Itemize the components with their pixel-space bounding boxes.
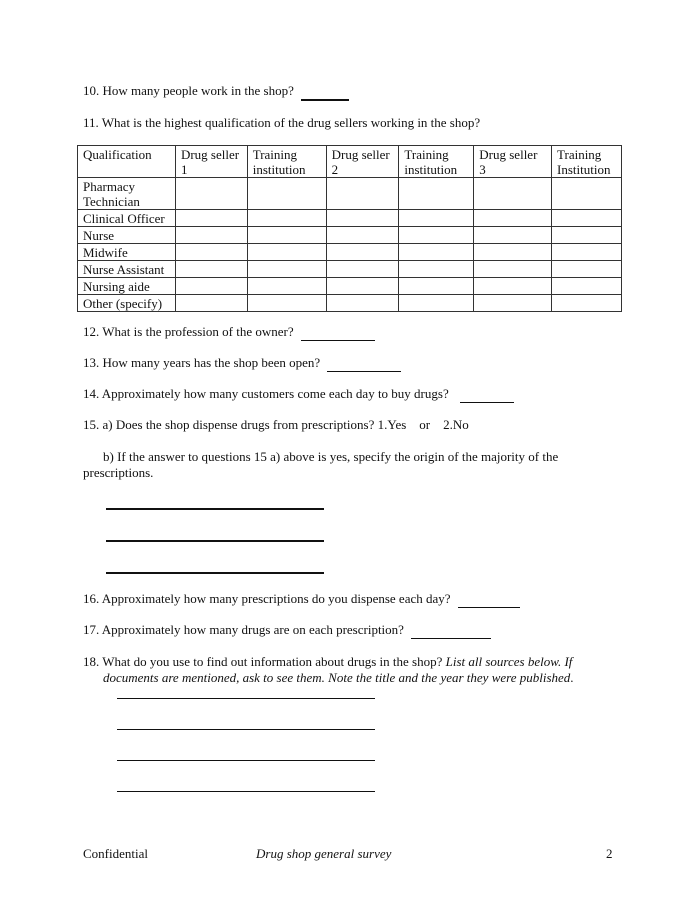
answer-blank-17[interactable]: [411, 622, 491, 639]
question-14-text: 14. Approximately how many customers come each day to buy drugs?: [83, 386, 449, 401]
table-cell[interactable]: [175, 178, 247, 210]
question-10: [83, 83, 349, 101]
table-row: [78, 295, 622, 312]
table-cell[interactable]: [175, 278, 247, 295]
page-number: 2: [606, 846, 613, 861]
table-cell[interactable]: [247, 227, 326, 244]
table-cell[interactable]: [474, 295, 552, 312]
question-15b-line2: prescriptions.: [83, 465, 154, 480]
table-cell[interactable]: [326, 210, 399, 227]
answer-blank-14[interactable]: [460, 386, 514, 403]
table-cell[interactable]: [326, 278, 399, 295]
row-label: Nurse: [78, 227, 176, 244]
table-cell[interactable]: [326, 261, 399, 278]
answer-blank-12[interactable]: [301, 324, 375, 341]
header-cell: Drug seller 2: [326, 146, 399, 178]
table-cell[interactable]: [552, 210, 622, 227]
table-cell[interactable]: [474, 278, 552, 295]
table-cell[interactable]: [175, 210, 247, 227]
question-13: [83, 355, 401, 372]
table-cell[interactable]: [474, 261, 552, 278]
qualification-table: [77, 145, 622, 312]
question-18-text: 18. What do you use to find out information about drugs in the shop?: [83, 654, 443, 669]
table-cell[interactable]: [474, 210, 552, 227]
table-cell[interactable]: [247, 210, 326, 227]
answer-line-15b[interactable]: [106, 508, 324, 510]
table-cell[interactable]: [399, 227, 474, 244]
table-cell[interactable]: [552, 295, 622, 312]
row-label: Pharmacy Technician: [78, 178, 176, 210]
question-14: [83, 386, 514, 403]
table-cell[interactable]: [474, 227, 552, 244]
table-cell[interactable]: [474, 244, 552, 261]
footer-left: Confidential: [83, 846, 148, 861]
question-16: [83, 591, 520, 608]
table-cell[interactable]: [552, 178, 622, 210]
question-17-text: 17. Approximately how many drugs are on each prescription?: [83, 622, 404, 637]
header-cell: Training institution: [399, 146, 474, 178]
table-row: [78, 278, 622, 295]
header-cell: Qualification: [78, 146, 176, 178]
header-cell: Drug seller 1: [175, 146, 247, 178]
table-cell[interactable]: [399, 295, 474, 312]
question-15a: 15. a) Does the shop dispense drugs from prescriptions? 1.Yes or 2.No: [83, 417, 469, 432]
table-cell[interactable]: [175, 244, 247, 261]
header-cell: Training Institution: [552, 146, 622, 178]
table-row: [78, 244, 622, 261]
answer-line-18[interactable]: [117, 791, 375, 792]
table-row: [78, 178, 622, 210]
question-18-instruction: List all sources below. If: [445, 654, 573, 669]
table-cell[interactable]: [247, 295, 326, 312]
row-label: Clinical Officer: [78, 210, 176, 227]
table-cell[interactable]: [399, 178, 474, 210]
row-label: Nursing aide: [78, 278, 176, 295]
header-cell: Drug seller 3: [474, 146, 552, 178]
row-label: Other (specify): [78, 295, 176, 312]
table-cell[interactable]: [326, 244, 399, 261]
table-row: [78, 261, 622, 278]
table-cell[interactable]: [399, 244, 474, 261]
question-18-line1: [83, 654, 572, 670]
table-cell[interactable]: [399, 261, 474, 278]
question-17: [83, 622, 491, 639]
question-12: [83, 324, 375, 341]
answer-blank-16[interactable]: [458, 591, 520, 608]
table-cell[interactable]: [552, 261, 622, 278]
question-15b-line1: b) If the answer to questions 15 a) above is yes, specify the origin of the majority of the: [103, 449, 559, 464]
header-cell: Training institution: [247, 146, 326, 178]
table-cell[interactable]: [175, 295, 247, 312]
question-18-line2: [103, 670, 574, 686]
table-cell[interactable]: [247, 178, 326, 210]
answer-line-15b[interactable]: [106, 540, 324, 542]
question-16-text: 16. Approximately how many prescriptions do you dispense each day?: [83, 591, 451, 606]
answer-line-18[interactable]: [117, 729, 375, 730]
question-10-text: 10. How many people work in the shop?: [83, 83, 294, 98]
table-row: [78, 227, 622, 244]
table-cell[interactable]: [326, 227, 399, 244]
table-cell[interactable]: [247, 261, 326, 278]
table-cell[interactable]: [552, 227, 622, 244]
table-cell[interactable]: [326, 178, 399, 210]
question-13-text: 13. How many years has the shop been open?: [83, 355, 321, 370]
footer-center: Drug shop general survey: [256, 846, 392, 861]
table-cell[interactable]: [326, 295, 399, 312]
question-18-instruction-cont: documents are mentioned, ask to see them. Note the title and the year they were published: [103, 670, 571, 685]
table-cell[interactable]: [552, 278, 622, 295]
table-header-row: [78, 146, 622, 178]
table-cell[interactable]: [247, 278, 326, 295]
table-row: [78, 210, 622, 227]
table-cell[interactable]: [474, 178, 552, 210]
row-label: Midwife: [78, 244, 176, 261]
row-label: Nurse Assistant: [78, 261, 176, 278]
answer-blank-13[interactable]: [327, 355, 401, 372]
answer-line-15b[interactable]: [106, 572, 324, 574]
table-cell[interactable]: [175, 261, 247, 278]
question-18-period: .: [570, 670, 574, 685]
answer-line-18[interactable]: [117, 698, 375, 699]
answer-blank-10[interactable]: [301, 83, 349, 101]
table-cell[interactable]: [247, 244, 326, 261]
question-11: 11. What is the highest qualification of the drug sellers working in the shop?: [83, 115, 481, 130]
table-cell[interactable]: [399, 278, 474, 295]
table-cell[interactable]: [552, 244, 622, 261]
table-cell[interactable]: [399, 210, 474, 227]
table-cell[interactable]: [175, 227, 247, 244]
answer-line-18[interactable]: [117, 760, 375, 761]
question-12-text: 12. What is the profession of the owner?: [83, 324, 294, 339]
